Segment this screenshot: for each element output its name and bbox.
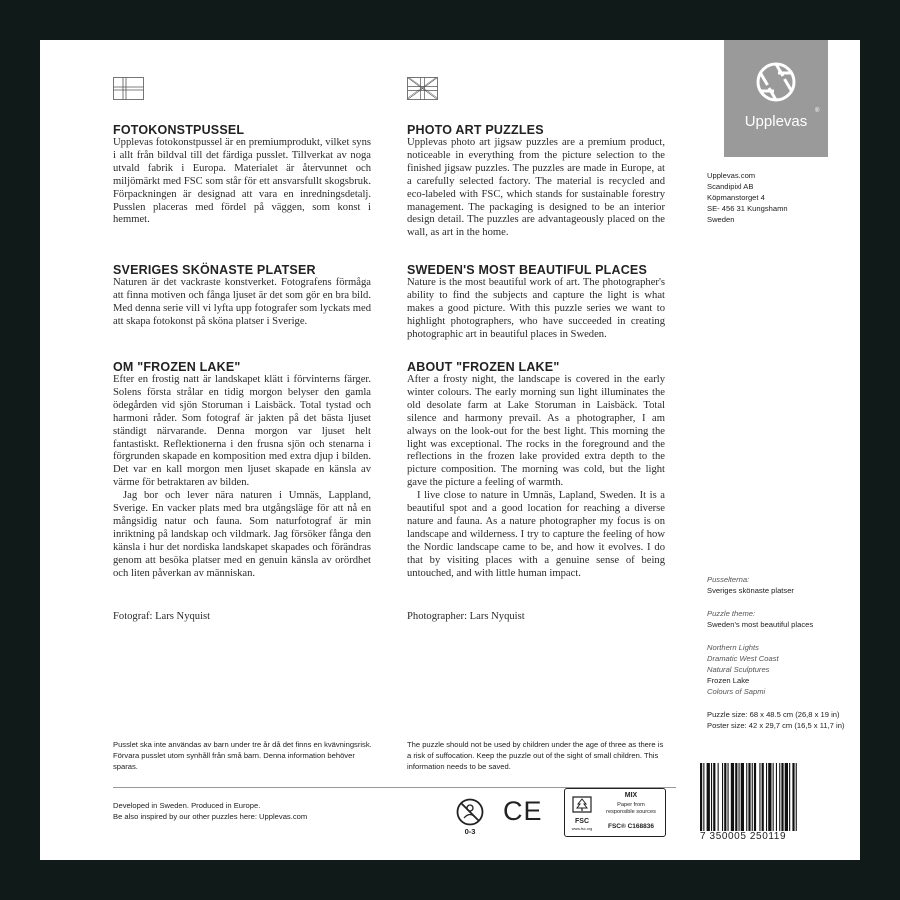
barcode-bar [703,763,704,831]
address-line: SE- 456 31 Kungshamn [707,204,788,213]
photographer-credit-sv: Fotograf: Lars Nyquist [113,611,211,622]
barcode-bar [759,763,760,831]
barcode-bar [731,763,734,831]
barcode-bar [718,763,719,831]
company-address [707,170,788,225]
section-body: After a frosty night, the landscape is covered in the early winter colours. The early morning sun light illuminates the old desolate farm at Lake Storuman in Laisbäck. Total silence and harmony prevail. As a photographer, I am always on the look-out for the best light. This morning the light was exceptional. The rocks in the foreground and the reflections in the frozen lake provided extra depth to the picture composition. The morning was cold, but the light gave the picture a feeling of warmth. [407,374,665,489]
barcode-bar [781,763,783,831]
barcode-bar [776,763,777,831]
address-line: Köpmanstorget 4 [707,193,765,202]
section-body: Efter en frostig natt är landskapet klätt i förvinterns färger. Solens första strålar en tidig morgon belyser den gamla ödegården vid sjön Storuman i Laisbäck. Total tystad och harmoni råder. Som fotograf är jakten på det bästa ljuset ständigt närvarande. Denna morgon var ljuset helt fantastiskt. Reflektionerna i den frusna sjön och stenarna i förgrunden skapade en komposition med extra djup i bilden. Det var en kall morgon men ljuset skapade en känsla av värme för betraktaren av bilden. [113,374,371,489]
section-heading: SVERIGES SKÖNASTE PLATSER [113,263,316,277]
section-heading: SWEDEN'S MOST BEAUTIFUL PLACES [407,263,648,277]
barcode-bar [724,763,726,831]
section-body: I live close to nature in Umnäs, Lapland, Sweden. It is a beautiful spot and a good location for reaching a diverse nature and fauna. As a nature photographer my focus is on landscape and wilderness. I try to capture the feeling of how the Nordic landscape came to be, and how it evolves. I do that by visiting places with a genuine sense of being untouched, and with little human impact. [407,490,665,579]
fsc-desc-line: responsible sources [606,808,656,815]
barcode-bar [766,763,767,831]
box-back-panel [40,40,860,860]
series-value-en: Sweden's most beautiful places [707,620,814,629]
fsc-short: FSC [575,818,589,825]
barcode [700,763,827,831]
address-line: Upplevas.com [707,171,756,180]
series-value-sv: Sveriges skönaste platser [707,586,794,595]
series-item: Colours of Sapmi [707,687,766,696]
english-section-3 [407,360,665,581]
fsc-url: www.fsc.org [571,827,593,831]
barcode-bar [735,763,737,831]
upplevas-logo [724,40,828,157]
swedish-section-1 [113,123,371,227]
series-item: Dramatic West Coast [707,654,779,663]
age-warning-mark [456,798,484,838]
barcode-bar [752,763,753,831]
fsc-mix: MIX [624,792,638,799]
barcode-bar [773,763,774,831]
section-heading: PHOTO ART PUZZLES [407,123,544,137]
barcode-bar [728,763,729,831]
english-section-2 [407,263,665,342]
barcode-bar [746,763,747,831]
address-line: Sweden [707,215,735,224]
ce-mark: CE [503,796,543,826]
barcode-bar [741,763,744,831]
footer-line: Be also inspired by our other puzzles here: Upplevas.com [113,812,308,821]
barcode-bar [785,763,788,831]
barcode-bar [722,763,723,831]
barcode-bar [713,763,715,831]
section-body: Jag bor och lever nära naturen i Umnäs, Lappland, Sverige. En vacker plats med bra utgångsläge för att nå en mångsidig natur och fauna. Som naturfotograf är min inriktning på landskap och vildmark. Jag försöker fånga den känsla i hur det nordiska landskapet skapades och förändras genom att besöka platser med en genuin känsla av orördhet och liten påverkan av människan. [113,490,371,579]
barcode-bar [700,763,702,831]
address-line: Scandipixl AB [707,182,754,191]
section-heading: OM "FROZEN LAKE" [113,360,241,374]
barcode-bar [711,763,712,831]
fsc-label [564,788,666,837]
series-item: Natural Sculptures [707,665,770,674]
barcode-bar [739,763,740,831]
swedish-section-3 [113,360,371,581]
warning-sv: Pusslet ska inte användas av barn under tre år då det finns en kvävningsrisk. Förvara pusslet utom synhåll från små barn. Denna information behöver sparas. [113,740,372,771]
swedish-section-2 [113,263,371,329]
section-heading: ABOUT "FROZEN LAKE" [407,360,560,374]
section-body: Upplevas photo art jigsaw puzzles are a premium product, noticeable in everything from the picture selection to the finished jigsaw puzzles. The puzzles are made in Europe, at a carefully selected factory. The material is recycled and eco-labeled with FSC, which stands for sustainable forestry management. The packaging is designed to be an interior design detail. The puzzles are advantageously placed on the wall, as art in the home. [407,137,665,239]
poster-size: Poster size: 42 x 29,7 cm (16,5 x 11,7 in) [707,721,845,730]
barcode-bar [779,763,780,831]
barcode-bar [748,763,750,831]
series-label-sv: Pusselterna: [707,575,750,584]
fsc-desc [597,802,665,815]
brand-name: Upplevas [744,113,808,130]
series-info [707,574,844,731]
no-under-3-icon [456,798,484,826]
section-heading: FOTOKONSTPUSSEL [113,123,245,137]
section-body: Naturen är det vackraste konstverket. Fotografens förmåga att finna motiven och fånga ljuset är det som gör en bra bild. Med denna serie vill vi lyfta upp fotografer som lyckats med att skapa fotokonst på sköna platser i Sverige. [113,277,371,327]
fsc-desc-line: Paper from [617,802,645,808]
warning-en: The puzzle should not be used by children under the age of three as there is a risk of suffocation. Keep the puzzle out of the sight of small children. This information needs to be saved. [407,740,664,771]
section-body: Upplevas fotokonstpussel är en premiumprodukt, vilket syns i allt från bildval till det färdiga pusslet. Tillverkat av noga utvald fabrik i Europa. Materialet är återvunnet och miljömärkt med FSC som står för ett ansvarsfullt skogsbruk. Förpackningen är designad att vara en inredningsdetalj. Pusslen placeras med fördel på väggen, som konst i hemmet. [113,137,371,226]
age-label: 0-3 [464,827,476,836]
uk-flag-icon [407,77,438,100]
barcode-digits: 7 350005 250119 [700,831,787,842]
barcode-bar [754,763,756,831]
puzzle-size: Puzzle size: 68 x 48.5 cm (26,8 x 19 in) [707,710,840,719]
series-label-en: Puzzle theme: [707,609,756,618]
series-item-current: Frozen Lake [707,676,750,685]
registered-mark: ® [815,108,820,114]
aperture-icon [756,62,796,102]
fsc-tree-icon [569,792,595,818]
barcode-bar [768,763,771,831]
barcode-bar [792,763,794,831]
barcode-bar [762,763,764,831]
barcode-bar [789,763,790,831]
section-body: Nature is the most beautiful work of art. The photographer's ability to find the subjects and capture the light is what makes a good picture. With this puzzle series we want to highlight photographers, who have succeeded in creating photographic art in beautiful places in Sweden. [407,277,665,340]
swedish-flag-icon [113,77,144,100]
barcode-bar [707,763,710,831]
footer-text [113,800,373,822]
barcode-bar [796,763,797,831]
english-section-1 [407,123,665,240]
fsc-code: FSC® C168836 [608,823,654,830]
photographer-credit-en: Photographer: Lars Nyquist [407,611,525,622]
footer-line: Developed in Sweden. Produced in Europe. [113,801,261,810]
series-item: Northern Lights [707,643,759,652]
